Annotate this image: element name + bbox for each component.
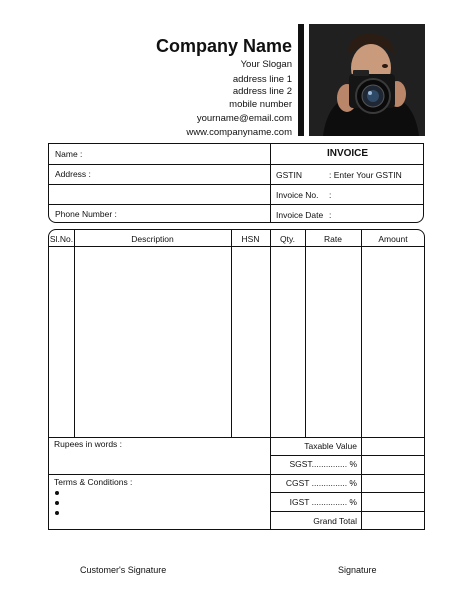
rupees-in-words-label: Rupees in words : xyxy=(54,439,123,449)
sgst-label: SGST............... % xyxy=(289,459,357,469)
terms-bullet-1 xyxy=(55,491,59,495)
column-header-description: Description xyxy=(131,234,174,244)
info-row-divider-3 xyxy=(49,204,424,205)
cgst-label: CGST ............... % xyxy=(285,478,357,488)
table-header-divider xyxy=(49,246,425,247)
col-divider-desc xyxy=(231,230,232,437)
column-header-slno: Sl.No. xyxy=(49,234,74,244)
igst-row-divider xyxy=(270,511,425,512)
website-url: www.companyname.com xyxy=(186,127,292,138)
address-line-1: address line 1 xyxy=(232,74,292,85)
invoice-number-label: Invoice No. xyxy=(276,190,319,200)
photographer-photo xyxy=(309,24,425,136)
terms-bullet-2 xyxy=(55,501,59,505)
igst-label: IGST ............... % xyxy=(289,497,357,507)
gstin-label: GSTIN xyxy=(276,170,302,180)
col-divider-qty xyxy=(305,230,306,437)
invoice-title: INVOICE xyxy=(326,148,369,159)
column-header-rate: Rate xyxy=(324,234,342,244)
cgst-row-divider xyxy=(270,492,425,493)
company-slogan: Your Slogan xyxy=(240,59,292,70)
gstin-value-field[interactable]: : Enter Your GSTIN xyxy=(329,170,402,180)
address-line-2: address line 2 xyxy=(232,86,292,97)
invoice-number-colon: : xyxy=(329,190,332,200)
info-row-divider-1 xyxy=(49,164,424,165)
column-header-amount: Amount xyxy=(378,234,408,244)
name-label: Name : xyxy=(55,149,83,159)
signature-label: Signature xyxy=(338,565,377,575)
info-row-divider-2 xyxy=(49,184,424,185)
phone-number-label: Phone Number : xyxy=(55,209,117,219)
invoice-date-label: Invoice Date xyxy=(276,210,324,220)
address-label: Address : xyxy=(55,169,91,179)
terms-conditions-label: Terms & Conditions : xyxy=(54,477,133,487)
column-header-qty: Qty. xyxy=(280,234,295,244)
column-header-hsn: HSN xyxy=(241,234,260,244)
rupees-terms-divider xyxy=(49,474,425,475)
items-footer-divider xyxy=(49,437,425,438)
col-divider-slno xyxy=(74,230,75,437)
taxable-value-label: Taxable Value xyxy=(304,441,357,451)
mobile-number: mobile number xyxy=(229,99,292,110)
email-address: yourname@email.com xyxy=(196,113,292,124)
invoice-date-colon: : xyxy=(329,210,332,220)
items-table xyxy=(48,229,425,530)
terms-bullet-3 xyxy=(55,511,59,515)
taxable-row-divider xyxy=(270,455,425,456)
header-divider-bar xyxy=(298,24,304,136)
company-name: Company Name xyxy=(155,36,292,56)
customer-info-box xyxy=(48,143,424,223)
col-divider-rate xyxy=(361,230,362,530)
photographer-image xyxy=(309,24,425,136)
grand-total-label: Grand Total xyxy=(313,516,357,526)
customer-signature-label: Customer's Signature xyxy=(80,565,167,575)
